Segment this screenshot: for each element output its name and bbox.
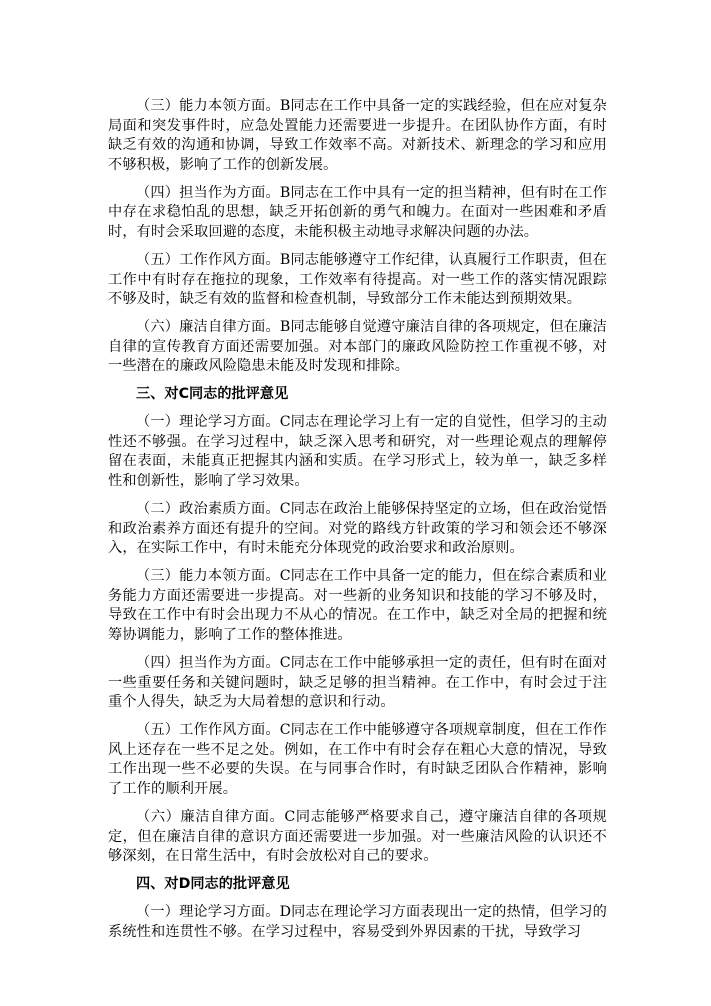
paragraph-d-theory-study: （一）理论学习方面。D同志在理论学习方面表现出一定的热情，但学习的系统性和连贯性不够。在学习过程中，容易受到外界因素的干扰，导致学习 xyxy=(108,904,607,940)
paragraph-c-theory-study: （一）理论学习方面。C同志在理论学习上有一定的自觉性，但学习的主动性还不够强。在学习过程中，缺乏深入思考和研究，对一些理论观点的理解停留在表面，未能真正把握其内涵和实质。在学习形式上，较为单一，缺乏多样性和创新性，影响了学习效果。 xyxy=(108,414,607,490)
paragraph-c-political-quality: （二）政治素质方面。C同志在政治上能够保持坚定的立场，但在政治觉悟和政治素养方面还有提升的空间。对党的路线方针政策的学习和领会还不够深入，在实际工作中，有时未能充分体现党的政治要求和政治原则。 xyxy=(108,501,607,557)
paragraph-c-integrity: （六）廉洁自律方面。C同志能够严格要求自己，遵守廉洁自律的各项规定，但在廉洁自律的意识方面还需要进一步加强。对一些廉洁风险的认识还不够深刻，在日常生活中，有时会放松对自己的要求。 xyxy=(108,808,607,865)
paragraph-b-integrity: （六）廉洁自律方面。B同志能够自觉遵守廉洁自律的各项规定，但在廉洁自律的宣传教育方面还需要加强。对本部门的廉政风险防控工作重视不够，对一些潜在的廉政风险隐患未能及时发现和排除。 xyxy=(108,319,607,375)
paragraph-c-ability: （三）能力本领方面。C同志在工作中具备一定的能力，但在综合素质和业务能力方面还需要进一步提高。对一些新的业务知识和技能的学习不够及时，导致在工作中有时会出现力不从心的情况。在工作中，缺乏对全局的把握和统筹协调能力，影响了工作的整体推进。 xyxy=(108,568,607,643)
section-heading-c: 三、对C同志的批评意见 xyxy=(136,386,289,403)
paragraph-c-responsibility: （四）担当作为方面。C同志在工作中能够承担一定的责任，但有时在面对一些重要任务和关键问题时，缺乏足够的担当精神。在工作中，有时会过于注重个人得失，缺乏为大局着想的意识和行动。 xyxy=(108,654,607,711)
section-heading-d: 四、对D同志的批评意见 xyxy=(136,876,290,893)
paragraph-b-work-style: （五）工作作风方面。B同志能够遵守工作纪律，认真履行工作职责，但在工作中有时存在拖拉的现象，工作效率有待提高。对一些工作的落实情况跟踪不够及时，缺乏有效的监督和检查机制，导致部分工作未能达到预期效果。 xyxy=(108,251,607,308)
paragraph-b-ability: （三）能力本领方面。B同志在工作中具备一定的实践经验，但在应对复杂局面和突发事件时，应急处置能力还需要进一步提升。在团队协作方面，有时缺乏有效的沟通和协调，导致工作效率不高。对新技术、新理念的学习和应用不够积极，影响了工作的创新发展。 xyxy=(108,98,607,173)
paragraph-c-work-style: （五）工作作风方面。C同志在工作中能够遵守各项规章制度，但在工作作风上还存在一些不足之处。例如，在工作中有时会存在粗心大意的情况，导致工作出现一些不必要的失误。在与同事合作时，有时缺乏团队合作精神，影响了工作的顺利开展。 xyxy=(108,722,607,797)
paragraph-b-responsibility: （四）担当作为方面。B同志在工作中具有一定的担当精神，但有时在工作中存在求稳怕乱的思想，缺乏开拓创新的勇气和魄力。在面对一些困难和矛盾时，有时会采取回避的态度，未能积极主动地寻求解决问题的办法。 xyxy=(108,184,607,240)
